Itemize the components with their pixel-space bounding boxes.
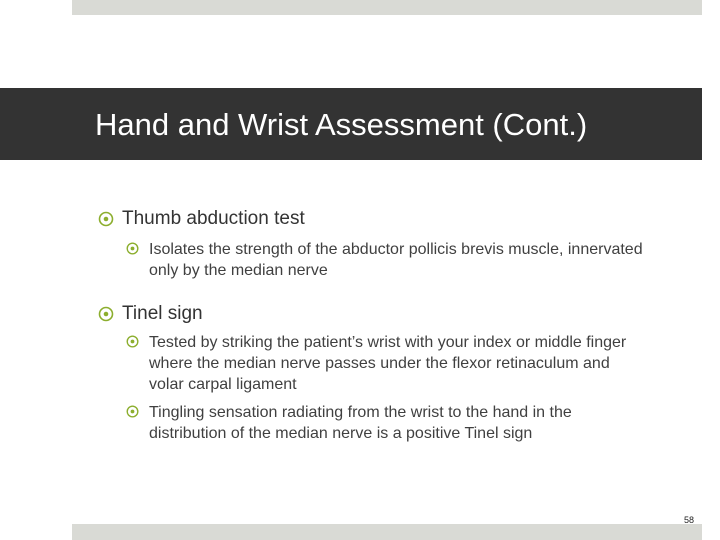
bullet-item-thumb-abduction <box>98 208 305 230</box>
circled-dot-icon <box>126 242 139 255</box>
sub-bullet-item <box>126 332 646 395</box>
circled-dot-icon <box>126 335 139 348</box>
sub-bullet-text: Isolates the strength of the abductor pollicis brevis muscle, innervated only by the median nerve <box>149 241 643 279</box>
slide-title: Hand and Wrist Assessment (Cont.) <box>95 107 588 142</box>
bottom-frame-bar <box>72 524 702 540</box>
bullet-item-tinel-sign <box>98 303 203 325</box>
sub-bullet-text: Tingling sensation radiating from the wrist to the hand in the distribution of the median nerve is a positive Tinel sign <box>149 404 572 442</box>
page-number: 58 <box>683 515 694 525</box>
bullet-text: Tinel sign <box>122 303 203 324</box>
sub-bullet-item <box>126 402 646 444</box>
sub-bullet-text: Tested by striking the patient’s wrist with your index or middle finger where the median nerve passes under the flexor retinaculum and volar carpal ligament <box>149 334 627 393</box>
bullet-text: Thumb abduction test <box>122 208 305 229</box>
circled-dot-icon <box>98 306 114 322</box>
sub-bullet-item <box>126 239 646 281</box>
circled-dot-icon <box>126 405 139 418</box>
circled-dot-icon <box>98 211 114 227</box>
